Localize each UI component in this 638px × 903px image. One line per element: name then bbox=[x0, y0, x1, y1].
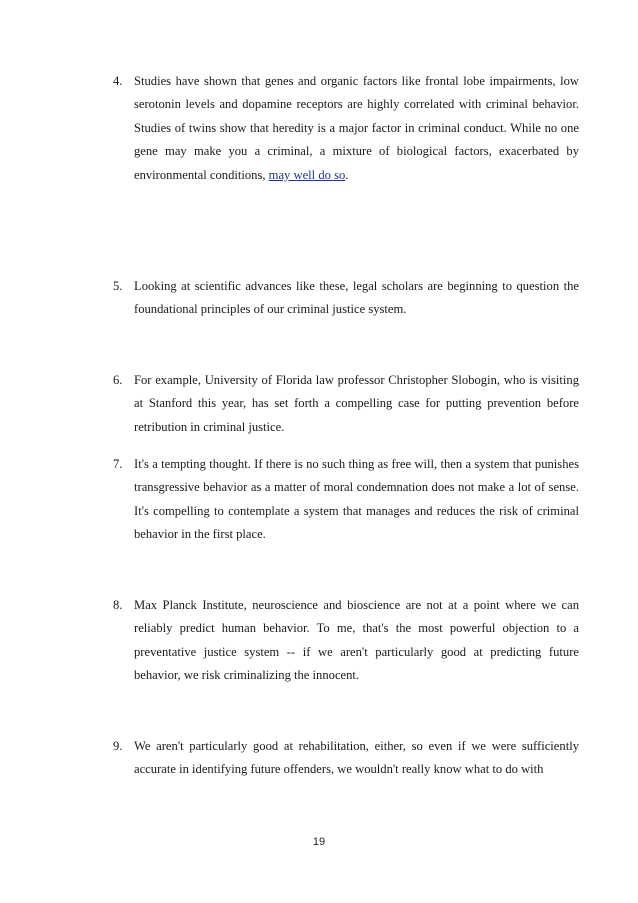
item-text-tail: . bbox=[345, 167, 349, 182]
item-number: 6. bbox=[113, 373, 123, 387]
list-item-4 bbox=[113, 70, 579, 187]
list-item-8 bbox=[113, 594, 579, 688]
list-item-7 bbox=[113, 453, 579, 547]
page-number: 19 bbox=[312, 836, 326, 848]
item-text: For example, University of Florida law professor Christopher Slobogin, who is visiting at Stanford this year, has set forth a compelling case for putting prevention before retribution in criminal justice. bbox=[134, 373, 579, 434]
list-item-5 bbox=[113, 275, 579, 322]
item-number: 8. bbox=[113, 598, 123, 612]
item-text bbox=[134, 70, 579, 187]
item-number: 7. bbox=[113, 457, 123, 471]
item-number: 9. bbox=[113, 739, 123, 753]
item-number: 4. bbox=[113, 74, 123, 88]
item-number: 5. bbox=[113, 279, 123, 293]
item-text: We aren't particularly good at rehabilitation, either, so even if we were sufficiently accurate in identifying future offenders, we wouldn't really know what to do with bbox=[134, 739, 579, 777]
may-well-do-so-link[interactable]: may well do so bbox=[268, 167, 346, 182]
item-text-content: Studies have shown that genes and organic factors like frontal lobe impairments, low serotonin levels and dopamine receptors are highly correlated with criminal behavior. Studies of twins show that heredity is a major factor in criminal conduct. While no one gene may make you a criminal, a mixture of biological factors, exacerbated by environmental conditions, bbox=[134, 74, 579, 182]
item-text: Max Planck Institute, neuroscience and bioscience are not at a point where we can reliably predict human behavior. To me, that's the most powerful objection to a preventative justice system -- if we aren't particularly good at predicting future behavior, we risk criminalizing the innocent. bbox=[134, 598, 579, 683]
item-text: Looking at scientific advances like these, legal scholars are beginning to question the foundational principles of our criminal justice system. bbox=[134, 279, 579, 317]
list-item-6 bbox=[113, 369, 579, 439]
list-item-9 bbox=[113, 735, 579, 782]
item-text: It's a tempting thought. If there is no such thing as free will, then a system that punishes transgressive behavior as a matter of moral condemnation does not make a lot of sense. It's compelling to contemplate a system that manages and reduces the risk of criminal behavior in the first place. bbox=[134, 457, 579, 542]
